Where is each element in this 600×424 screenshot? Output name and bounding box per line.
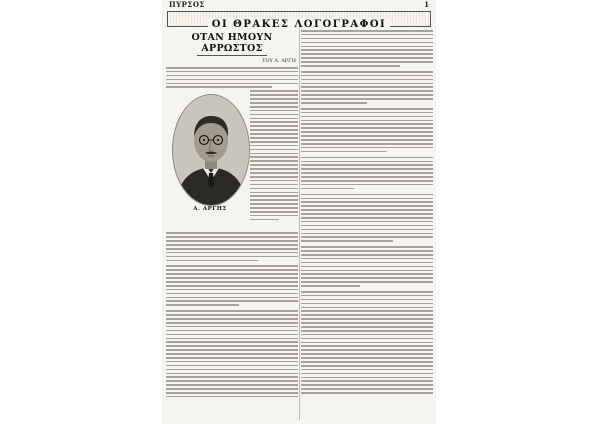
author-portrait (172, 94, 250, 206)
masthead-name: ΠΥΡΣΟΣ (169, 0, 205, 9)
column-divider (299, 30, 300, 420)
portrait-wrap-area (166, 90, 298, 230)
portrait-caption: Α. ΑΡΓΗΣ (193, 206, 227, 213)
text-line (166, 86, 272, 88)
page-number: 1 (424, 0, 429, 9)
left-column (166, 30, 298, 420)
newspaper-page (163, 0, 435, 424)
text-line (166, 75, 298, 77)
text-line (166, 79, 298, 81)
article-headline: ΟΤΑΝ ΗΜΟΥΝ ΑΡΡΩΣΤΟΣ (191, 32, 273, 54)
right-column (301, 30, 433, 420)
section-banner (167, 11, 431, 30)
text-line (166, 71, 298, 73)
headline-rule (197, 55, 267, 56)
article-byline: ΤΟΥ Α. ΑΡΓΗ (262, 58, 296, 64)
article-body-left (166, 232, 298, 397)
text-line (166, 83, 298, 85)
portrait-photo (173, 95, 249, 205)
masthead (167, 1, 431, 9)
article-body-right (301, 30, 433, 394)
section-banner-title: ΟΙ ΘΡΑΚΕΣ ΛΟΓΟΓΡΑΦΟΙ (208, 18, 390, 32)
wrapped-text (250, 90, 298, 222)
text-line (166, 67, 298, 69)
